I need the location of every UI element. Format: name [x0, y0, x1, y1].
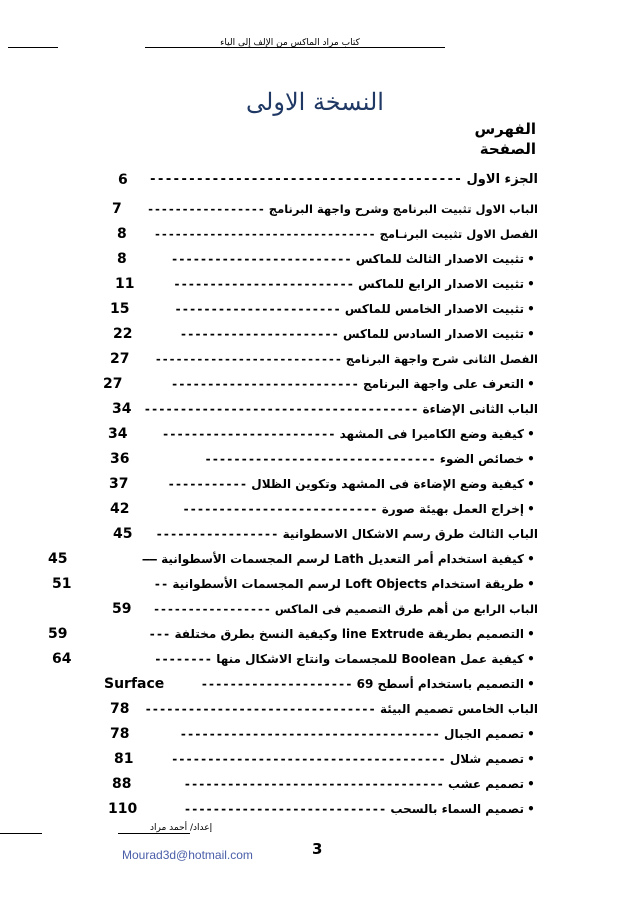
bullet-icon: • — [527, 452, 535, 466]
toc-page-number: 8 — [117, 251, 127, 267]
toc-heading: الفهرس — [474, 120, 536, 138]
toc-leader: ------------------------- — [171, 252, 352, 266]
toc-entry — [171, 374, 538, 394]
toc-entry-title: تثبيت الاصدار السادس للماكس — [343, 327, 524, 341]
toc-entry — [154, 649, 538, 669]
toc-leader: ---------------------- — [179, 327, 339, 341]
toc-leader: ------------------------ — [162, 427, 336, 441]
toc-entry-title: الباب الثالث طرق رسم الاشكال الاسطوانية — [282, 527, 538, 541]
toc-page-number: 42 — [110, 501, 130, 517]
toc-leader: ------------------------- — [173, 277, 354, 291]
author: إعداد/ أحمد مراد — [150, 823, 213, 833]
footer-rule-left — [0, 833, 42, 834]
toc-leader: --------------------------- — [182, 502, 378, 516]
toc-entry — [145, 699, 538, 719]
toc-page-number: 6 — [118, 172, 128, 188]
toc-page-number: 34 — [108, 426, 128, 442]
book-title: كتاب مراد الماكس من الإلف إلى الياء — [220, 38, 360, 48]
toc-entry — [184, 774, 538, 794]
bullet-icon: • — [527, 377, 535, 391]
bullet-icon: • — [527, 427, 535, 441]
toc-entry-title: تصميم شلال — [449, 752, 524, 766]
toc-entry — [149, 624, 538, 644]
toc-entry-title: الباب الاول تثبيت البرنامج وشرح واجهة البرنامج — [268, 202, 538, 216]
toc-entry-title: كيفية وضع الكاميرا فى المشهد — [339, 427, 524, 441]
toc-leader: ----------------- — [155, 527, 279, 541]
toc-leader: ---------------------------- — [183, 802, 387, 816]
bullet-icon: • — [527, 752, 535, 766]
toc-leader: --- — [148, 627, 171, 641]
toc-leader: -------------------------------------- — [143, 402, 419, 416]
toc-leader: -------------------------------- — [204, 452, 436, 466]
toc-page-number: 27 — [110, 351, 130, 367]
toc-entry-title: كيفية عمل Boolean للمجسمات وانتاج الاشكال منها — [216, 652, 524, 666]
toc-entry-title: كيفية وضع الإضاءة فى المشهد وتكوين الظلال — [251, 477, 524, 491]
toc-entry — [153, 599, 538, 619]
toc-leader: -------------------------------- — [153, 227, 376, 241]
page-number: 3 — [312, 840, 323, 858]
toc-page-number: 45 — [113, 526, 133, 542]
bullet-icon: • — [527, 677, 535, 691]
toc-page-number: 88 — [112, 776, 132, 792]
toc-page-number: 27 — [103, 376, 123, 392]
toc-entry-title: الباب الثانى الإضاءة — [422, 402, 538, 416]
toc-page-number: 78 — [110, 726, 130, 742]
bullet-icon: • — [527, 802, 535, 816]
toc-entry-title: تثبيت الاصدار الرابع للماكس — [358, 277, 524, 291]
bullet-icon: • — [527, 627, 535, 641]
bullet-icon: • — [527, 502, 535, 516]
toc-entry-title: طريقة استخدام Loft Objects لرسم المجسمات الأسطوانية — [172, 577, 524, 591]
toc-leader: -------------------------- — [171, 377, 359, 391]
toc-leader: -------------------------------- — [144, 702, 376, 716]
toc-entry — [171, 249, 538, 269]
toc-page-number: 36 — [110, 451, 130, 467]
toc-entry-title: الجزء الاول — [466, 172, 538, 187]
edition-title: النسخة الاولى — [246, 88, 384, 116]
toc-entry — [204, 449, 538, 469]
toc-entry-title: تثبيت الاصدار الخامس للماكس — [344, 302, 524, 316]
toc-entry — [142, 549, 538, 569]
bullet-icon: • — [527, 277, 535, 291]
toc-entry-title: تصميم عشب — [448, 777, 524, 791]
bullet-icon: • — [527, 727, 535, 741]
toc-entry — [154, 574, 538, 594]
toc-entry — [162, 424, 538, 444]
toc-entry-title: تثبيت الاصدار الثالث للماكس — [355, 252, 524, 266]
toc-leader: -------------------------------------- — [171, 752, 446, 766]
toc-entry — [171, 749, 538, 769]
toc-page-number: 22 — [113, 326, 133, 342]
toc-entry-title: الباب الخامس تصميم البيئة — [379, 702, 538, 716]
toc-page-number: 11 — [115, 276, 135, 292]
toc-leader: ------------------------------------ — [183, 777, 444, 791]
toc-entry-title: التعرف على واجهة البرنامج — [363, 377, 524, 391]
toc-page-number: 110 — [108, 801, 138, 817]
toc-entry — [182, 499, 538, 519]
bullet-icon: • — [527, 577, 535, 591]
toc-entry — [149, 170, 538, 190]
bullet-icon: • — [527, 552, 535, 566]
bullet-icon: • — [527, 302, 535, 316]
toc-leader: ----------------- — [153, 602, 271, 616]
toc-entry — [155, 349, 538, 369]
toc-entry-title: إخراج العمل بهيئة صورة — [381, 502, 524, 516]
toc-leader: -------- — [154, 652, 213, 666]
bullet-icon: • — [527, 327, 535, 341]
toc-leader: --------------------- — [200, 677, 353, 691]
toc-leader: —— — [142, 552, 157, 566]
bullet-icon: • — [527, 477, 535, 491]
toc-page-number: 59 — [112, 601, 132, 617]
toc-leader: ----------- — [167, 477, 248, 491]
toc-leader: -- — [153, 577, 169, 591]
toc-entry — [144, 399, 538, 419]
toc-entry — [180, 724, 538, 744]
toc-page-number: 37 — [109, 476, 129, 492]
toc-entry — [175, 299, 538, 319]
toc-entry-title: الباب الرابع من أهم طرق التصميم فى الماكس — [274, 602, 538, 616]
toc-entry-title: كيفية استخدام أمر التعديل Lath لرسم المجسمات الأسطوانية — [161, 552, 524, 566]
toc-page-number: 8 — [117, 226, 127, 242]
toc-entry — [180, 324, 538, 344]
toc-leader: ----------------- — [147, 202, 265, 216]
toc-entry-title: الفصل الاول تثبيت البرنـامج — [379, 227, 538, 241]
toc-entry — [201, 674, 538, 694]
toc-entry — [184, 799, 538, 819]
toc-page-number: Surface — [104, 676, 165, 692]
toc-page-number: 45 — [48, 551, 68, 567]
toc-entry-title: خصائص الضوء — [439, 452, 524, 466]
toc-page-number: 59 — [48, 626, 68, 642]
page-heading: الصفحة — [479, 140, 536, 158]
toc-entry-title: التصميم بطريقة line Extrude وكيفية النسخ بطرق مختلفة — [174, 627, 524, 641]
toc-page-number: 64 — [52, 651, 72, 667]
bullet-icon: • — [527, 252, 535, 266]
toc-leader: ---------------------------------------- — [148, 172, 462, 187]
toc-page-number: 7 — [112, 201, 122, 217]
header-rule-left — [8, 47, 58, 48]
toc-page-number: 78 — [110, 701, 130, 717]
toc-page-number: 51 — [52, 576, 72, 592]
toc-entry — [168, 474, 538, 494]
bullet-icon: • — [527, 777, 535, 791]
toc-entry-title: التصميم باستخدام أسطح 69 — [356, 677, 524, 691]
author-email[interactable]: Mourad3d@hotmail.com — [122, 848, 253, 862]
toc-entry — [147, 199, 538, 219]
toc-entry-title: الفصل الثانى شرح واجهة البرنامج — [345, 352, 538, 366]
bullet-icon: • — [527, 652, 535, 666]
toc-page-number: 15 — [110, 301, 130, 317]
toc-entry — [154, 224, 538, 244]
toc-entry-title: تصميم الجبال — [444, 727, 524, 741]
toc-leader: ------------------------------------ — [179, 727, 440, 741]
toc-leader: ----------------------- — [174, 302, 341, 316]
toc-page-number: 34 — [112, 401, 132, 417]
toc-leader: --------------------------- — [154, 352, 342, 366]
toc-entry-title: تصميم السماء بالسحب — [390, 802, 524, 816]
toc-entry — [156, 524, 538, 544]
toc-entry — [173, 274, 538, 294]
footer-rule-author — [118, 833, 190, 834]
toc-page-number: 81 — [114, 751, 134, 767]
